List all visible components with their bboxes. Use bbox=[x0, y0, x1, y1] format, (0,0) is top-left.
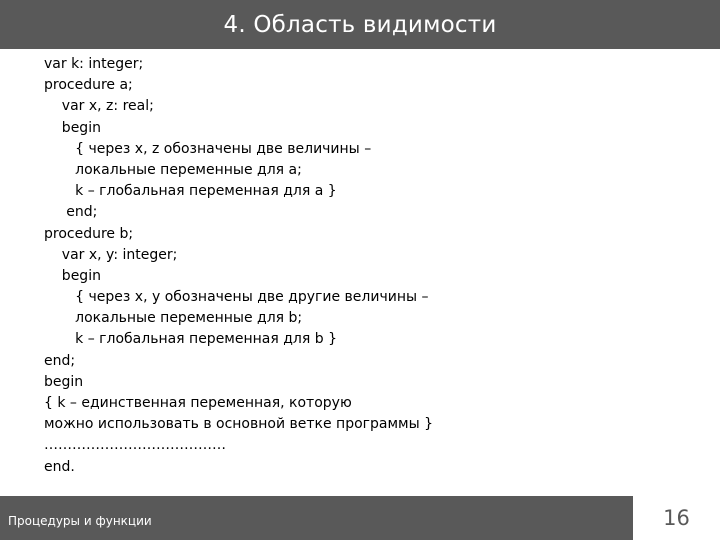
code-line: ………………………………… bbox=[44, 437, 226, 454]
code-line: procedure a; bbox=[44, 77, 133, 94]
code-line: begin bbox=[44, 119, 101, 136]
slide-title: 4. Область видимости bbox=[223, 11, 497, 38]
code-line: begin bbox=[44, 267, 101, 284]
code-line: var k: integer; bbox=[44, 56, 144, 72]
code-line: можно использовать в основной ветке программы } bbox=[44, 416, 434, 433]
title-bar bbox=[0, 0, 720, 49]
code-line: end; bbox=[44, 204, 98, 221]
code-listing bbox=[44, 54, 684, 478]
code-line: end; bbox=[44, 352, 76, 369]
footer-bar bbox=[0, 496, 633, 540]
page-number: 16 bbox=[663, 506, 690, 530]
code-line: k – глобальная переменная для b } bbox=[44, 331, 337, 348]
code-line: { через x, z обозначены две величины – bbox=[44, 140, 372, 157]
code-line: k – глобальная переменная для a } bbox=[44, 183, 337, 200]
code-line: локальные переменные для a; bbox=[44, 161, 302, 178]
code-line: end. bbox=[44, 458, 75, 475]
code-line: var x, y: integer; bbox=[44, 246, 178, 263]
code-line: procedure b; bbox=[44, 225, 134, 242]
code-line: begin bbox=[44, 373, 84, 390]
code-line: локальные переменные для b; bbox=[44, 310, 303, 327]
code-line: { k – единственная переменная, которую bbox=[44, 395, 352, 411]
code-line: var x, z: real; bbox=[44, 98, 154, 115]
code-line: { через x, y обозначены две другие величины – bbox=[44, 289, 429, 306]
footer-caption: Процедуры и функции bbox=[8, 514, 152, 528]
